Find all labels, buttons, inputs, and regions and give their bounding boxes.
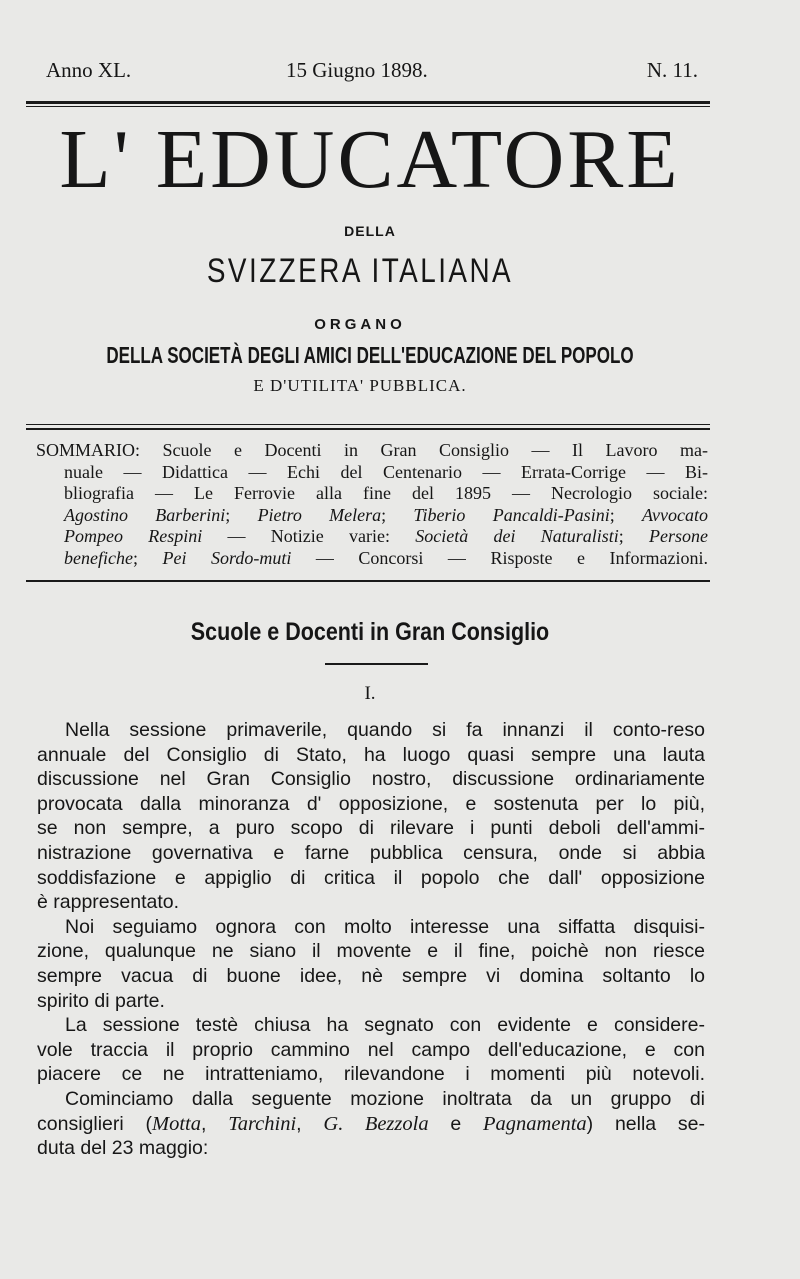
sommario-rule-bottom xyxy=(26,580,710,582)
masthead-organo: ORGANO xyxy=(314,316,406,333)
body-line xyxy=(37,1112,705,1137)
issue-year: Anno XL. xyxy=(46,58,132,82)
body-line: soddisfazione e appiglio di critica il popolo che dall' opposizione xyxy=(37,866,705,889)
summary-name: Agostino Barberini xyxy=(64,504,226,525)
body-text-run: , xyxy=(200,1112,229,1135)
councillor-name: Tarchini xyxy=(228,1112,297,1135)
issue-date: 15 Giugno 1898. xyxy=(286,58,428,82)
body-line: se non sempre, a puro scopo di rilevare i punti deboli dell'ammi- xyxy=(37,817,705,840)
summary-name: Pietro Melera xyxy=(257,504,382,525)
body-line: zione, qualunque ne siano il movente e il fine, poichè non riesce xyxy=(37,940,705,963)
councillor-name: Motta xyxy=(152,1112,201,1135)
body-line: Noi seguiamo ognora con molto interesse una siffatta disquisi- xyxy=(65,915,705,938)
masthead-society: DELLA SOCIETÀ DEGLI AMICI DELL'EDUCAZIONE DEL POPOLO xyxy=(106,342,634,368)
summary-sep: — Concorsi — Risposte e Informazioni. xyxy=(291,547,708,568)
body-text-run: consiglieri ( xyxy=(37,1112,152,1135)
masthead-title: L' EDUCATORE xyxy=(59,113,681,206)
article-title: Scuole e Docenti in Gran Consiglio xyxy=(190,618,550,646)
summary-sep: ; xyxy=(132,547,163,568)
body-text-run: , xyxy=(296,1112,324,1135)
summary-sep: ; xyxy=(225,504,258,525)
summary-name: benefiche xyxy=(64,547,133,568)
masthead-della: DELLA xyxy=(344,223,396,239)
summary-sep: ; xyxy=(381,504,414,525)
summary-line xyxy=(36,548,708,570)
body-line: spirito di parte. xyxy=(37,989,165,1012)
section-number: I. xyxy=(364,683,376,704)
sommario-rule-top-thick xyxy=(26,428,710,430)
body-line: piacere ce ne intratteniamo, rilevandone i momenti più notevoli. xyxy=(37,1063,705,1086)
summary-block xyxy=(36,440,708,569)
councillor-name: G. Bezzola xyxy=(323,1112,429,1135)
body-line: La sessione testè chiusa ha segnato con evidente e considere- xyxy=(65,1014,705,1037)
summary-line: bliografia — Le Ferrovie alla fine del 1895 — Necrologio sociale: xyxy=(64,483,708,503)
body-line: è rappresentato. xyxy=(37,891,180,914)
body-line: Nella sessione primaverile, quando si fa innanzi il conto-reso xyxy=(65,719,705,741)
body-line: annuale del Consiglio di Stato, ha luogo quasi sempre una lauta xyxy=(37,743,705,766)
article-body xyxy=(37,718,705,1161)
summary-name: Persone xyxy=(649,526,708,546)
summary-line: SOMMARIO: Scuole e Docenti in Gran Consiglio — Il Lavoro ma- xyxy=(36,440,708,460)
summary-name: Pei Sordo-muti xyxy=(162,547,292,568)
issue-number: N. 11. xyxy=(646,58,698,82)
sommario-rule-top-thin xyxy=(26,424,710,425)
body-text-run: ) nella se- xyxy=(586,1112,706,1135)
summary-line: nuale — Didattica — Echi del Centenario — Errata-Corrige — Bi- xyxy=(64,461,708,482)
header-rule-thin xyxy=(26,106,710,107)
summary-line xyxy=(36,505,708,527)
body-line: provocata dalla minoranza d' opposizione, e sostenuta per lo più, xyxy=(37,792,705,815)
header-rule-thick xyxy=(26,101,710,104)
body-line: Cominciamo dalla seguente mozione inoltrata da un gruppo di xyxy=(65,1087,705,1110)
councillor-name: Pagnamenta xyxy=(483,1112,587,1135)
summary-line xyxy=(36,526,708,548)
summary-name: Tiberio Pancaldi-Pasini xyxy=(413,504,610,525)
title-divider xyxy=(325,663,428,665)
summary-sep: — Notizie varie: xyxy=(202,526,416,546)
summary-name: Società dei Naturalisti xyxy=(415,526,619,546)
summary-sep: ; xyxy=(609,504,642,525)
body-line: duta del 23 maggio: xyxy=(37,1137,209,1160)
body-line: discussione nel Gran Consiglio nostro, discussione ordinariamente xyxy=(37,768,705,791)
body-line: sempre vacua di buone idee, nè sempre vi domina soltanto lo xyxy=(37,964,705,987)
body-line: nistrazione governativa e farne pubblica censura, onde si abbia xyxy=(37,841,705,864)
summary-name: Pompeo Respini xyxy=(64,526,203,546)
body-text-run: e xyxy=(428,1112,484,1135)
body-line: vole traccia il proprio cammino nel campo dell'educazione, e con xyxy=(37,1038,705,1061)
summary-sep: ; xyxy=(618,526,649,546)
summary-name: Avvocato xyxy=(641,504,708,525)
masthead-utility: E D'UTILITA' PUBBLICA. xyxy=(253,376,467,395)
issue-header xyxy=(38,58,698,88)
masthead-subtitle: SVIZZERA ITALIANA xyxy=(206,252,514,290)
